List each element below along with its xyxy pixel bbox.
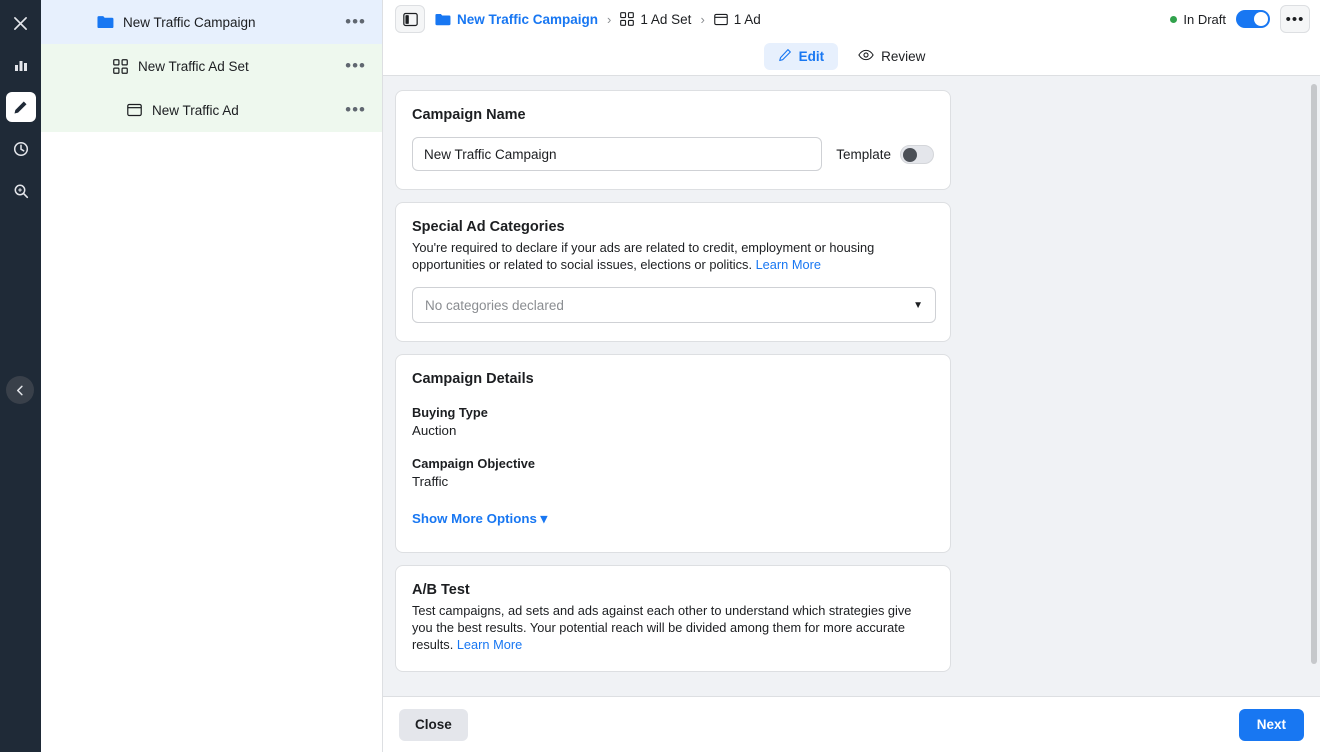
eye-icon [858, 49, 874, 64]
template-label: Template [836, 146, 891, 162]
template-toggle[interactable] [900, 145, 934, 164]
campaign-name-row [412, 137, 934, 171]
adset-grid-icon [111, 57, 129, 75]
tab-review-label: Review [881, 49, 926, 64]
tree-row-label: New Traffic Campaign [123, 14, 256, 30]
breadcrumb-adset[interactable] [620, 12, 691, 27]
campaign-name-input[interactable] [412, 137, 822, 171]
campaign-name-title: Campaign Name [412, 107, 526, 123]
collapse-nav-button[interactable] [6, 376, 34, 404]
breadcrumb-campaign-label: New Traffic Campaign [457, 11, 599, 27]
close-icon[interactable] [6, 8, 36, 38]
special-ad-categories-description-text: You're required to declare if your ads are related to credit, employment or housing opportunities or related to social issues, elections or politics. [412, 240, 875, 272]
tree-row-ad[interactable] [41, 88, 382, 132]
toggle-knob [903, 148, 917, 162]
vertical-scrollbar[interactable] [1311, 84, 1317, 664]
side-panel-toggle-icon[interactable] [395, 5, 425, 33]
status-dot-icon [1170, 16, 1177, 23]
ab-test-description [412, 602, 934, 653]
tab-edit-label: Edit [798, 49, 825, 64]
tree-row-menu-button[interactable]: ••• [345, 56, 366, 75]
edit-review-tabs [383, 38, 1320, 76]
tree-row-label: New Traffic Ad [152, 102, 239, 118]
chevron-down-icon: ▼ [913, 299, 923, 311]
status-badge [1170, 12, 1226, 27]
more-options-button[interactable]: ••• [1280, 5, 1310, 33]
show-more-options-label: Show More Options [412, 511, 537, 526]
campaign-active-toggle[interactable] [1236, 10, 1270, 28]
footer-bar [383, 696, 1320, 752]
tree-row-label: New Traffic Ad Set [138, 58, 249, 74]
ab-test-description-text: Test campaigns, ad sets and ads against each other to understand which strategies give you the best results. Your potential reach will be divided among them for more accurate results. [412, 603, 912, 652]
campaign-details-title: Campaign Details [412, 371, 534, 387]
campaign-name-card [395, 90, 951, 190]
ad-card-icon [714, 13, 728, 26]
tree-row-menu-button[interactable]: ••• [345, 100, 366, 119]
left-icon-rail [0, 0, 41, 752]
close-button[interactable]: Close [399, 709, 468, 741]
folder-icon [96, 13, 114, 31]
ad-card-icon [125, 101, 143, 119]
main-editor-area [383, 0, 1320, 752]
analytics-icon[interactable] [6, 50, 36, 80]
special-ad-categories-card [395, 202, 951, 342]
ab-test-learn-more-link[interactable]: Learn More [456, 637, 523, 652]
buying-type-value: Auction [412, 423, 457, 438]
special-ad-categories-learn-more-link[interactable]: Learn More [755, 257, 822, 272]
campaign-tree-sidebar [41, 0, 383, 752]
ab-test-title: A/B Test [412, 582, 470, 598]
buying-type-label: Buying Type [412, 405, 488, 420]
adset-grid-icon [620, 12, 634, 26]
breadcrumb-separator: › [607, 11, 612, 27]
campaign-objective-label: Campaign Objective [412, 456, 536, 471]
caret-down-icon: ▾ [540, 511, 548, 526]
folder-icon [435, 13, 451, 26]
form-column [383, 90, 1320, 672]
breadcrumb-separator: › [700, 11, 705, 27]
search-insights-icon[interactable] [6, 176, 36, 206]
edit-pencil-icon[interactable] [6, 92, 36, 122]
next-button[interactable]: Next [1239, 709, 1304, 741]
special-ad-categories-select[interactable] [412, 287, 936, 323]
tree-row-campaign[interactable] [41, 0, 382, 44]
campaign-objective-value: Traffic [412, 474, 449, 489]
top-bar [383, 0, 1320, 38]
tree-row-menu-button[interactable]: ••• [345, 12, 366, 31]
special-ad-categories-select-value: No categories declared [425, 297, 564, 313]
breadcrumb-ad[interactable] [714, 12, 761, 27]
tab-edit[interactable] [764, 43, 839, 70]
scroll-content [383, 76, 1320, 696]
history-clock-icon[interactable] [6, 134, 36, 164]
template-toggle-group [836, 145, 934, 164]
toggle-knob [1254, 12, 1268, 26]
breadcrumb-adset-label: 1 Ad Set [640, 11, 692, 27]
pencil-icon [778, 48, 792, 65]
top-bar-right-controls [1170, 5, 1310, 33]
ab-test-card [395, 565, 951, 672]
tree-row-adset[interactable] [41, 44, 382, 88]
breadcrumb-ad-label: 1 Ad [733, 11, 761, 27]
status-label: In Draft [1183, 11, 1226, 27]
special-ad-categories-description [412, 239, 934, 273]
special-ad-categories-title: Special Ad Categories [412, 219, 565, 235]
campaign-details-card [395, 354, 951, 553]
breadcrumb-campaign[interactable] [435, 12, 598, 27]
tab-review[interactable] [844, 44, 939, 69]
show-more-options-link[interactable] [412, 511, 547, 527]
